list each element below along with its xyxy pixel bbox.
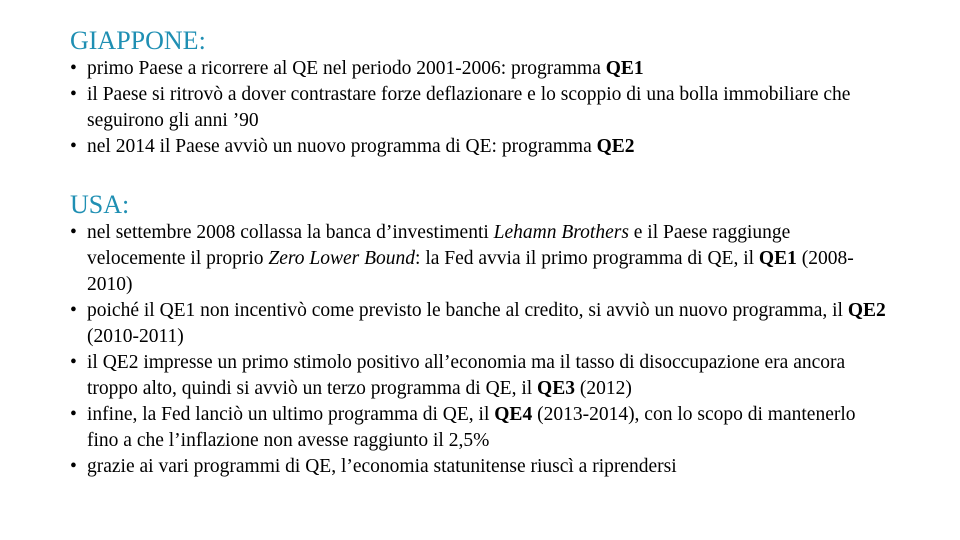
bold-text: QE4	[494, 404, 533, 425]
text-run: e il Paese raggiunge velocemente il proprio	[87, 222, 791, 269]
text-run: (2010-2011)	[87, 326, 184, 347]
bullet-item	[70, 350, 890, 402]
usa-bullet-list	[70, 220, 890, 480]
japan-bullet-list	[70, 56, 890, 160]
bold-text: QE2	[596, 136, 635, 157]
bold-text: QE2	[847, 300, 886, 321]
text-run: infine, la Fed lanciò un ultimo programma di QE, il	[87, 404, 495, 425]
bullet-item	[70, 220, 890, 298]
bullet-item	[70, 402, 890, 454]
text-run: (2008-2010)	[87, 248, 854, 295]
bullet-item	[70, 56, 890, 82]
bullet-item	[70, 454, 890, 480]
bold-text: QE3	[537, 378, 575, 399]
text-run: (2012)	[574, 378, 632, 399]
bullet-item	[70, 134, 890, 160]
bullet-item	[70, 82, 890, 134]
text-run: il QE2 impresse un primo stimolo positivo all’economia ma il tasso di disoccupazione era ancora troppo alto, quindi si avviò un terzo programma di QE, il	[87, 352, 846, 399]
italic-text: Zero Lower Bound	[268, 248, 416, 269]
text-run: poiché il QE1 non incentivò come previsto le banche al credito, si avviò un nuovo programma, il	[87, 300, 848, 321]
usa-section	[70, 190, 890, 480]
text-run: : la Fed avvia il primo programma di QE, il	[415, 248, 759, 269]
text-run: (2013-2014), con lo scopo di mantenerlo fino a che l’inflazione non avesse raggiunto il 2,5%	[87, 404, 856, 451]
bullet-item	[70, 298, 890, 350]
bold-text: QE1	[758, 248, 797, 269]
text-run: grazie ai vari programmi di QE, l’economia statunitense riuscì a riprendersi	[87, 456, 677, 477]
japan-title: GIAPPONE:	[70, 26, 206, 55]
italic-text: Lehamn Brothers	[493, 222, 629, 243]
text-run: il Paese si ritrovò a dover contrastare forze deflazionare e lo scoppio di una bolla immobiliare che seguirono gli anni ’90	[87, 84, 851, 131]
usa-title: USA:	[70, 190, 130, 219]
bold-text: QE1	[605, 58, 644, 79]
japan-section	[70, 26, 890, 160]
text-run: nel settembre 2008 collassa la banca d’investimenti	[87, 222, 494, 243]
text-run: primo Paese a ricorrere al QE nel periodo 2001-2006: programma	[87, 58, 606, 79]
text-run: nel 2014 il Paese avviò un nuovo programma di QE: programma	[87, 136, 597, 157]
